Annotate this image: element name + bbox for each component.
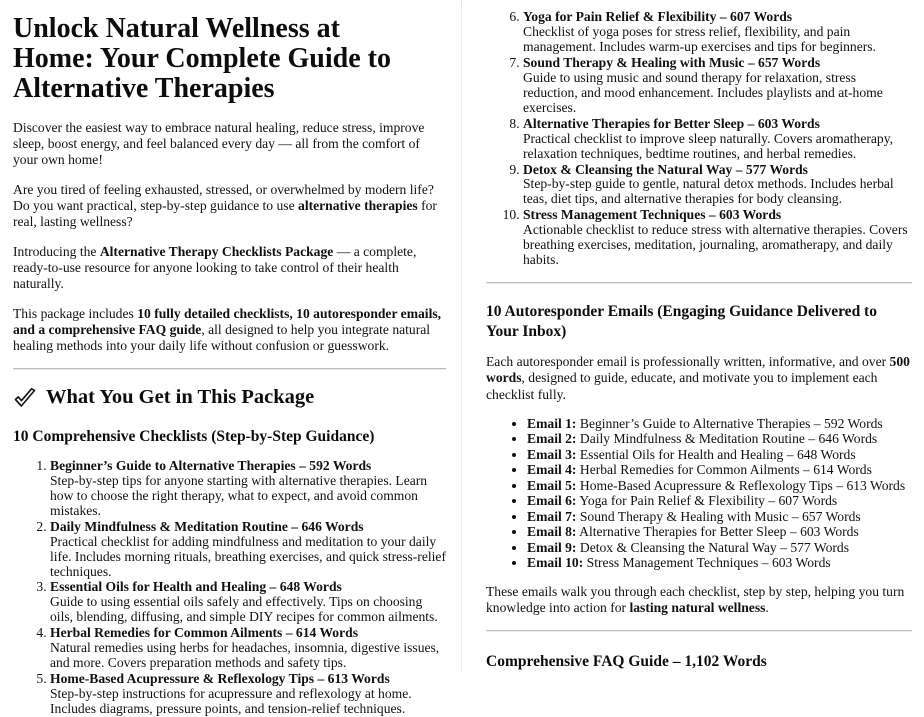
email-item [527,447,912,462]
checklist-item-desc: Practical checklist for adding mindfulness and meditation to your daily life. Includes morning rituals, breathing exercises, and quick stress-relief techniques. [50,533,446,579]
email-item-label: Email 2: [527,431,577,447]
text-run: , all designed to help you integrate natural healing methods into your daily life without confusion or guesswork. [13,321,431,354]
faq-section-heading: Comprehensive FAQ Guide – 1,102 Words [486,653,767,671]
emails-section-heading: 10 Autoresponder Emails (Engaging Guidance Delivered to Your Inbox) [486,303,877,340]
page-title: Unlock Natural Wellness at Home: Your Complete Guide to Alternative Therapies [13,13,391,105]
checklist-item-desc: Actionable checklist to reduce stress with alternative therapies. Covers breathing exercises, meditation, journaling, aromatherapy, and daily habits. [523,222,908,268]
checklist-item [50,672,446,717]
checklist-item-desc: Guide to using music and sound therapy for relaxation, stress reduction, and mood enhancement. Includes playlists and at-home exercises. [523,69,883,115]
checklist-item-title: 8. Alternative Therapies for Better Sleep – 603 Words [523,115,820,131]
email-item [527,431,912,446]
text-run: , designed to guide, educate, and motivate you to implement each checklist fully. [486,370,878,402]
email-item-title: Stress Management Techniques – 603 Words [586,555,831,571]
section-divider [486,630,912,632]
package-heading-label: What You Get in This Package [46,386,315,409]
checklist-item-desc: Step-by-step tips for anyone starting with alternative therapies. Learn how to choose the right therapy, what to expect, and avoid common mistakes. [50,472,428,518]
checklist-item-title: 2. Daily Mindfulness & Meditation Routine – 646 Words [50,518,364,534]
text-run: This package includes [13,305,138,321]
email-item-title: Alternative Therapies for Better Sleep – 603 Words [579,524,859,540]
checklist-item-desc: Natural remedies using herbs for headaches, insomnia, digestive issues, and more. Covers preparation methods and safety tips. [50,640,440,671]
email-item-title: Detox & Cleansing the Natural Way – 577 Words [579,539,850,555]
bold-run: 10 fully detailed checklists, 10 autoresponder emails, and a comprehensive FAQ guide [13,305,442,337]
email-item-title: Essential Oils for Health and Healing – 648 Words [579,446,856,462]
checklist-item-desc: Checklist of yoga poses for stress relief, flexibility, and pain management. Includes warm-up exercises and tips for beginners. [523,23,876,54]
bold-run: lasting natural wellness [629,600,766,616]
email-item [527,462,912,477]
email-item-label: Email 5: [527,477,577,493]
email-item-title: Daily Mindfulness & Meditation Routine – 646 Words [579,431,878,447]
email-item-label: Email 1: [527,415,577,431]
email-item-label: Email 9: [527,539,577,555]
checklist-item-desc: Step-by-step instructions for acupressure and reflexology at home. Includes diagrams, pressure points, and tension-relief techniques. [50,686,412,717]
text-run: Introducing the [13,243,100,259]
bold-run: Alternative Therapy Checklists Package [99,243,334,259]
email-item [527,524,912,539]
checklist-item [523,117,912,162]
email-item-title: Beginner’s Guide to Alternative Therapies – 592 Words [579,415,883,431]
double-check-icon [13,387,37,409]
text-run: Each autoresponder email is professionally written, informative, and over [486,353,890,369]
checklist-item-title: 6. Yoga for Pain Relief & Flexibility – 607 Words [523,9,793,24]
checklist-item [523,163,912,208]
email-item-title: Herbal Remedies for Common Ailments – 614 Words [579,462,872,478]
text-run: These emails walk you through each checklist, step by step, helping you turn knowledge into action for [486,583,905,616]
intro-paragraph-3 [13,244,446,293]
bold-run: 500 words [486,353,910,386]
checklist-item [50,626,446,671]
checklists-heading: 10 Comprehensive Checklists (Step-by-Step Guidance) [13,428,375,446]
section-divider [13,368,446,370]
checklist-list-6-10 [486,10,912,268]
checklist-item-desc: Guide to using essential oils safely and effectively. Tips on choosing oils, blending, diffusing, and simple DIY recipes for common ailments. [50,594,438,625]
text-run: Discover the easiest way to embrace natural healing, reduce stress, improve sleep, boost energy, and feel balanced every day — all from the comfort of your own home! [13,119,425,168]
section-divider [486,282,912,284]
checklist-item-title: 5. Home-Based Acupressure & Reflexology Tips – 613 Words [50,671,390,687]
text-run: . [765,600,769,616]
email-list [486,416,912,571]
checklist-item [523,10,912,55]
checklist-item-title: 9. Detox & Cleansing the Natural Way – 577 Words [523,161,808,177]
intro-paragraph-2 [13,182,446,231]
checklist-item-desc: Step-by-step guide to gentle, natural detox methods. Includes herbal teas, diet tips, and alternative therapies for body cleansing. [523,176,894,207]
checklist-item [50,459,446,519]
checklist-item-title: 10. Stress Management Techniques – 603 Words [523,207,782,223]
email-item-label: Email 4: [527,462,577,478]
email-item-label: Email 7: [527,508,577,524]
email-item-title: Home-Based Acupressure & Reflexology Tips – 613 Words [579,477,906,493]
emails-intro-paragraph [486,354,912,403]
email-item-title: Yoga for Pain Relief & Flexibility – 607 Words [579,493,838,509]
email-item [527,540,912,555]
text-run: — a complete, ready-to-use resource for anyone looking to take control of their health naturally. [13,243,417,292]
email-item-label: Email 10: [527,555,584,571]
email-item [527,555,912,570]
checklist-item-title: 7. Sound Therapy & Healing with Music – 657 Words [523,54,821,70]
email-item-label: Email 8: [527,524,577,540]
checklist-item-desc: Practical checklist to improve sleep naturally. Covers aromatherapy, relaxation techniques, bedtime routines, and herbal remedies. [523,130,894,161]
checklist-list-1-5 [13,459,446,717]
checklist-item [523,56,912,116]
email-item-label: Email 6: [527,493,577,509]
email-item [527,416,912,431]
checklist-item [523,208,912,268]
intro-paragraph-1 [13,120,446,169]
text-run: Are you tired of feeling exhausted, stressed, or overwhelmed by modern life? Do you want practical, step-by-step guidance to use [13,181,434,213]
checklist-item-title: 1. Beginner’s Guide to Alternative Therapies – 592 Words [50,457,372,473]
package-section-heading [13,386,446,409]
email-item [527,493,912,508]
email-item [527,478,912,493]
checklist-item [50,520,446,580]
email-item-label: Email 3: [527,446,577,462]
right-column [462,0,924,672]
emails-outro-paragraph [486,584,912,617]
checklist-item-title: 4. Herbal Remedies for Common Ailments – 614 Words [50,625,358,641]
email-item [527,509,912,524]
text-run: for real, lasting wellness? [13,197,437,230]
email-item-title: Sound Therapy & Healing with Music – 657 Words [579,508,861,524]
bold-run: alternative therapies [298,197,418,213]
intro-paragraph-4 [13,306,446,355]
checklist-item [50,580,446,625]
checklist-item-title: 3. Essential Oils for Health and Healing – 648 Words [50,579,342,595]
